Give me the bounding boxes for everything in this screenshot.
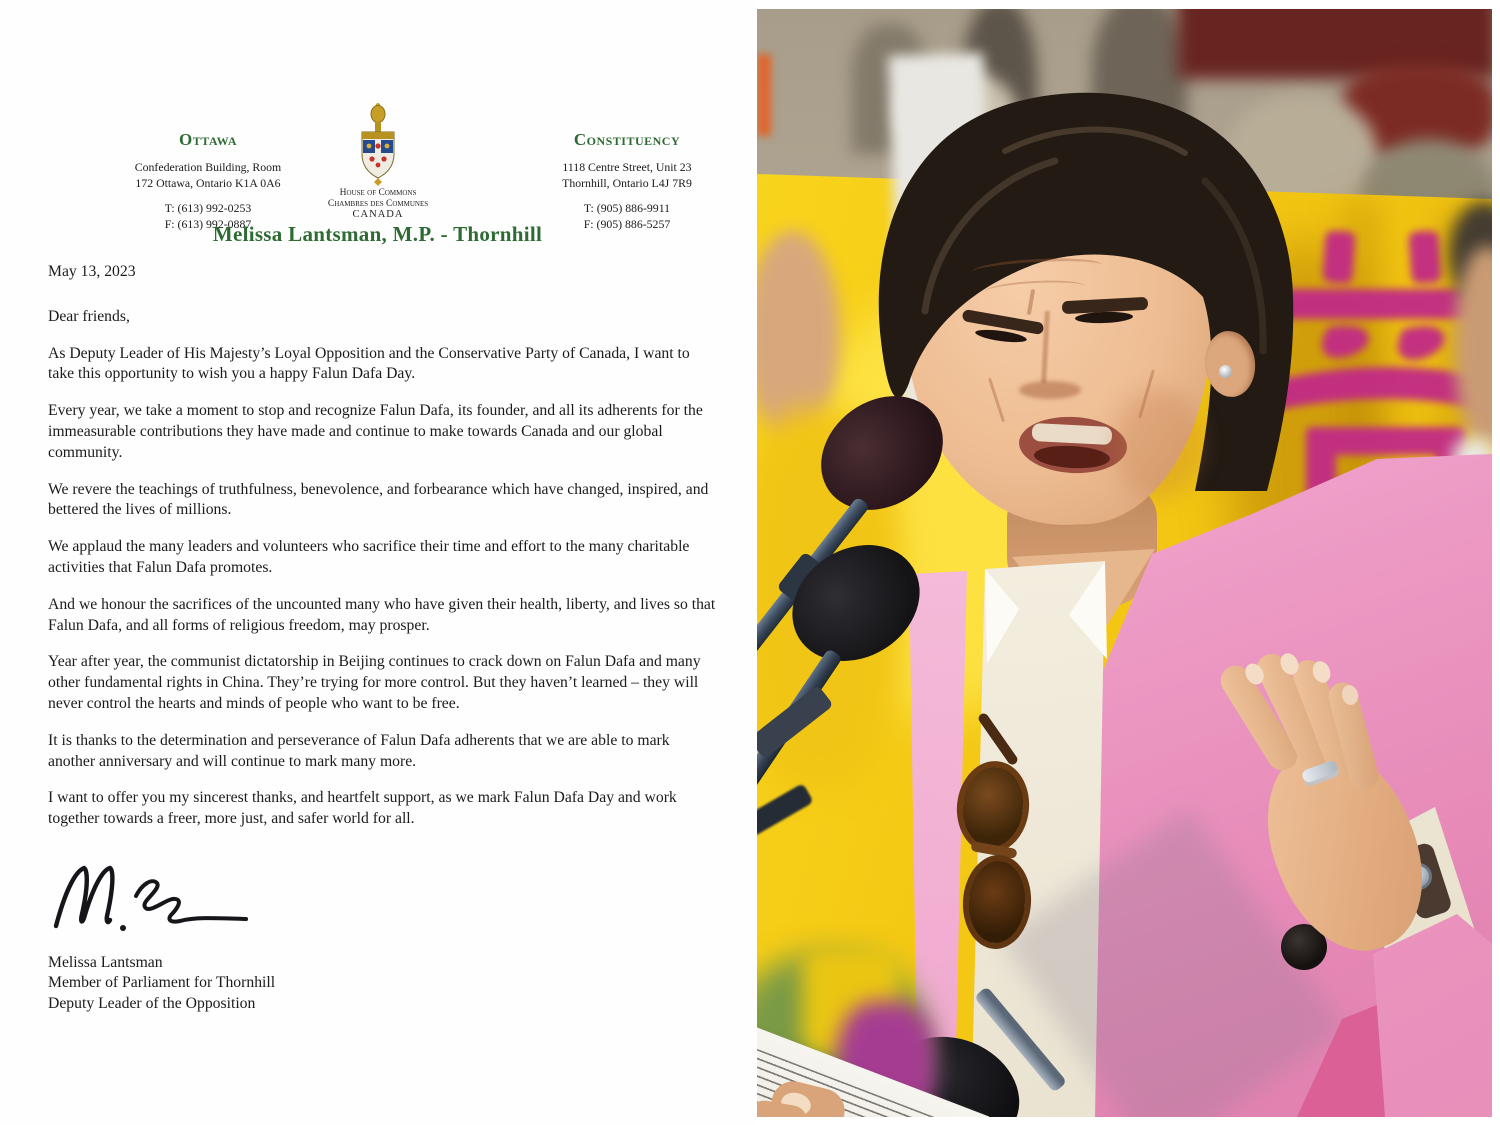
member-title: Melissa Lantsman, M.P. - Thornhill: [212, 222, 543, 246]
ottawa-address-line1: Confederation Building, Room: [134, 160, 282, 174]
cheek-shadow: [1113, 389, 1203, 499]
paragraph-7: It is thanks to the determination and perseverance of Falun Dafa adherents that we are able to mark another anniversary and will continue to mark many more.: [48, 731, 670, 770]
ottawa-fax: F: (613) 992-0887: [164, 216, 252, 231]
org-line1: House of Commons: [339, 188, 417, 198]
closing-role2: Deputy Leader of the Opposition: [48, 994, 256, 1012]
ottawa-tel: T: (613) 992-0253: [164, 201, 252, 215]
closing-block: [48, 953, 275, 1014]
orange-edge-blob: [757, 54, 771, 136]
paragraph-3: We revere the teachings of truthfulness, benevolence, and forbearance which have changed, inspired, and bettered the lives of millions.: [48, 480, 709, 519]
ottawa-address-line2: 172 Ottawa, Ontario K1A 0A6: [135, 175, 281, 190]
paragraph-2: Every year, we take a moment to stop and recognize Falun Dafa, its founder, and all its adherents for the immeasurable contributions they have made and continue to make towards Canada and our global community.: [48, 402, 703, 461]
paragraph-5: And we honour the sacrifices of the uncounted many who have given their health, liberty, and lives so that Falun Dafa, and all forms of religious freedom, may prosper.: [48, 595, 716, 634]
letter-date: May 13, 2023: [48, 263, 136, 280]
constituency-address-line2: Thornhill, Ontario L4J 7R9: [562, 175, 692, 190]
constituency-tel: T: (905) 886-9911: [583, 201, 671, 215]
press-photo: [757, 9, 1492, 1117]
nose-base: [1019, 381, 1081, 399]
salutation: Dear friends,: [48, 307, 130, 325]
constituency-office-block: [492, 130, 762, 232]
paragraph-1: As Deputy Leader of His Majesty’s Loyal Opposition and the Conservative Party of Canada, I want to take this opportunity to wish you a happy Falun Dafa Day.: [48, 344, 690, 383]
closing-name: Melissa Lantsman: [48, 954, 163, 971]
constituency-office-title: Constituency: [573, 130, 681, 149]
letter-body: [48, 262, 716, 846]
paragraph-8: I want to offer you my sincerest thanks, and heartfelt support, as we mark Falun Dafa Day and work together towards a freer, more just, and safer world for all.: [48, 789, 677, 828]
paragraph-6: Year after year, the communist dictatorship in Beijing continues to crack down on Falun Dafa and many other fundamental rights in China. They’re trying for more control. But they haven’t learned – they will never control the hearts and minds of people who want to be free.: [48, 653, 701, 712]
org-line2: Chambres des Communes: [327, 198, 429, 209]
handwritten-signature-icon: [50, 862, 260, 942]
paragraph-4: We applaud the many leaders and volunteers who sacrifice their time and effort to the many charitable activities that Falun Dafa promotes.: [48, 538, 690, 576]
org-line3: CANADA: [352, 209, 404, 220]
closing-role1: Member of Parliament for Thornhill: [48, 974, 276, 992]
earring-stud: [1219, 365, 1232, 378]
constituency-fax: F: (905) 886-5257: [583, 216, 671, 231]
ottawa-office-title: Ottawa: [178, 130, 237, 149]
house-of-commons-mace-icon: [348, 102, 408, 186]
constituency-address-line1: 1118 Centre Street, Unit 23: [562, 160, 692, 174]
